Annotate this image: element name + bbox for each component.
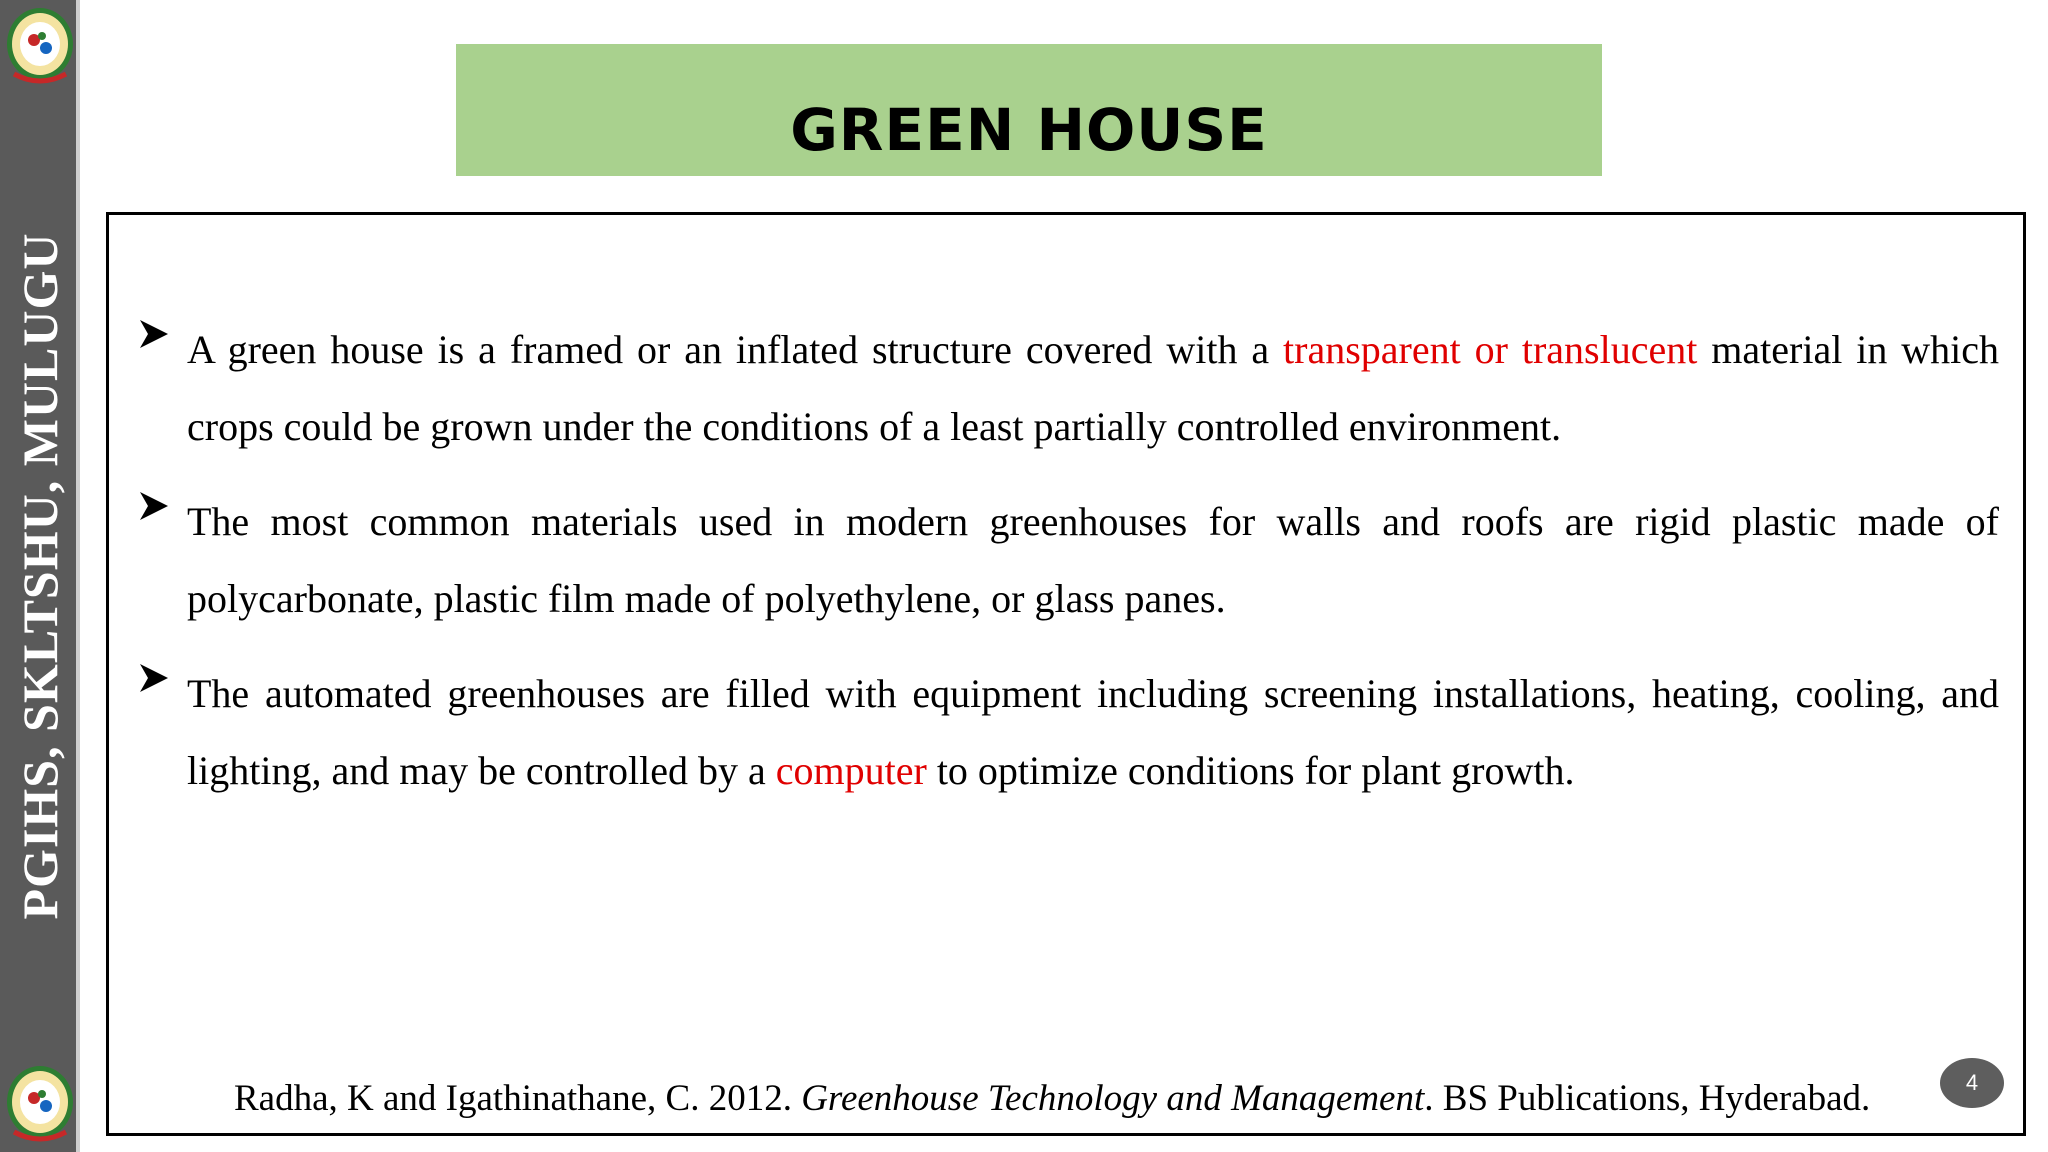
content-frame <box>106 212 2026 1136</box>
side-band-edge <box>76 0 80 1152</box>
bullet-item <box>129 311 1999 465</box>
bullet-text-part: to optimize conditions for plant growth. <box>926 748 1575 793</box>
slide-title: GREEN HOUSE <box>790 96 1268 164</box>
bullet-text-part: The most common materials used in modern greenhouses for walls and roofs are rigid plastic made of polycarbonate, plastic film made of polyethylene, or glass panes. <box>187 499 1999 621</box>
highlight-text: transparent or translucent <box>1283 327 1698 372</box>
bullet-item <box>129 483 1999 637</box>
bullet-text <box>187 311 1999 465</box>
arrow-bullet-icon <box>137 489 171 523</box>
citation-book-title: Greenhouse Technology and Management <box>801 1078 1425 1119</box>
side-band <box>0 0 80 1152</box>
bullet-text-part: material in which crops could be grown under the conditions of a least partially controlled environment. <box>187 327 2000 449</box>
university-emblem-icon <box>2 1060 78 1148</box>
bullet-text <box>187 655 1999 809</box>
highlight-text: computer <box>775 748 927 793</box>
bullet-text-part: The automated greenhouses are filled with equipment including screening installations, heating, cooling, and lighting, and may be controlled by a <box>187 671 1999 793</box>
sidebar-label: PGIHS, SKLTSHU, MULUGU <box>12 232 68 920</box>
arrow-bullet-icon <box>137 317 171 351</box>
bullet-item <box>129 655 1999 809</box>
bullet-text <box>187 483 1999 637</box>
citation-authors: Radha, K and Igathinathane, C. 2012. <box>234 1078 802 1119</box>
bullet-list <box>129 311 1999 827</box>
university-emblem-icon <box>2 2 78 90</box>
bullet-text-part: A green house is a framed or an inflated structure covered with a <box>187 327 1284 372</box>
citation <box>234 1077 1870 1120</box>
arrow-bullet-icon <box>137 661 171 695</box>
page-number-badge: 4 <box>1940 1058 2004 1108</box>
citation-publisher: . BS Publications, Hyderabad. <box>1424 1078 1871 1119</box>
title-banner <box>456 44 1602 176</box>
